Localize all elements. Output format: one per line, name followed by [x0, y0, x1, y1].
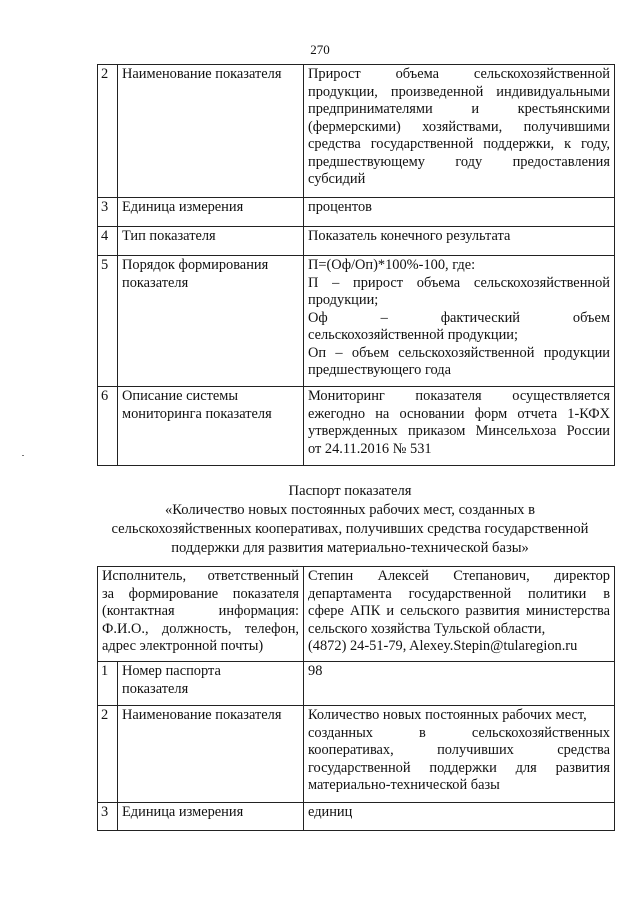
row-number: 6 [98, 387, 118, 466]
row-label: Номер паспорта показателя [118, 662, 304, 706]
table-row [98, 706, 615, 803]
row-value: Показатель конечного результата [304, 227, 615, 256]
table-row [98, 662, 615, 706]
row-number: 5 [98, 256, 118, 387]
passport-title: Паспорт показателя [288, 483, 412, 499]
passport-subtitle-line: поддержки для развития материально-технической базы» [171, 540, 529, 556]
row-label: Наименование показателя [118, 65, 304, 198]
indicator-table-1 [97, 64, 615, 466]
row-label: Наименование показателя [118, 706, 304, 803]
table-row [98, 198, 615, 227]
row-number: 3 [98, 198, 118, 227]
row-value: 98 [304, 662, 615, 706]
table-row [98, 256, 615, 387]
row-label: Единица измерения [118, 198, 304, 227]
row-label: Порядок формирования показателя [118, 256, 304, 387]
row-value: Мониторинг показателя осуществляется ежегодно на основании форм отчета 1-КФХ утвержденных приказом Минсельхоза России от 24.11.2016 № 531 [304, 387, 615, 466]
table-row [98, 65, 615, 198]
row-value: единиц [304, 803, 615, 831]
row-label: Описание системы мониторинга показателя [118, 387, 304, 466]
row-label: Единица измерения [118, 803, 304, 831]
executor-label: Исполнитель, ответственный за формирование показателя (контактная информация: Ф.И.О., должность, телефон, адрес электронной почты) [98, 567, 304, 662]
row-label: Тип показателя [118, 227, 304, 256]
row-value: Количество новых постоянных рабочих мест, созданных в сельскохозяйственных кооперативах, получивших средства государственной поддержки для развития материально-технической базы [304, 706, 615, 803]
passport-heading [60, 482, 640, 558]
executor-value: Степин Алексей Степанович, директор департамента государственной политики в сфере АПК и сельского развития министерства сельского хозяйства Тульской области, (4872) 24-51-79, Alexey.Stepin@tularegion.ru [304, 567, 615, 662]
row-value: П=(Оф/Оп)*100%-100, где: П – прирост объема сельскохозяйственной продукции; Оф – фактический объем сельскохозяйственной продукции; Оп – объем сельскохозяйственной продукции предшествующего года [304, 256, 615, 387]
row-number: 1 [98, 662, 118, 706]
row-number: 2 [98, 706, 118, 803]
table-row [98, 227, 615, 256]
row-number: 4 [98, 227, 118, 256]
page-number: 270 [310, 42, 330, 57]
row-number: 3 [98, 803, 118, 831]
row-value: процентов [304, 198, 615, 227]
passport-subtitle-line: «Количество новых постоянных рабочих мест, созданных в [164, 502, 536, 518]
row-number: 2 [98, 65, 118, 198]
indicator-table-2 [97, 566, 615, 831]
row-value: Прирост объема сельскохозяйственной продукции, произведенной индивидуальными предпринимателями и крестьянскими (фермерскими) хозяйствами, получившими средства государственной поддержки, к году, предшествующему году предоставления субсидий [304, 65, 615, 198]
table-row [98, 803, 615, 831]
table-row [98, 387, 615, 466]
passport-subtitle-line: сельскохозяйственных кооперативах, получивших средства государственной [111, 521, 589, 537]
table-header-row [98, 567, 615, 662]
scan-mark [22, 455, 24, 456]
